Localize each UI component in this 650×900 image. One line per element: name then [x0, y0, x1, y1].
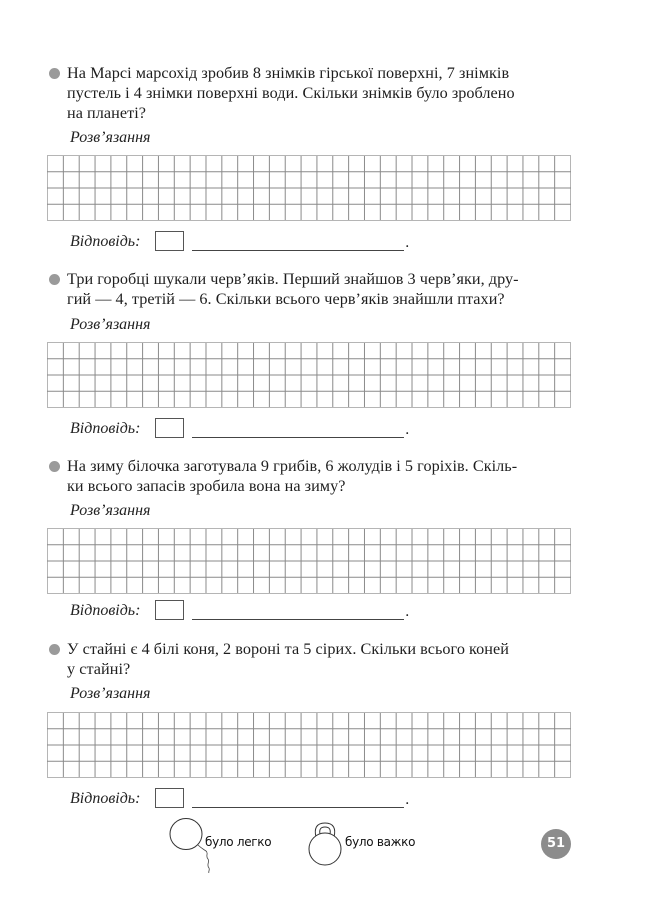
answer-text-line[interactable]	[192, 437, 404, 438]
answer-text-line[interactable]	[192, 807, 404, 808]
question-line: у стайні?	[67, 660, 131, 678]
question-line: пустель і 4 знімки поверхні води. Скільки знімків було зроблено	[67, 84, 515, 102]
answer-label: Відповідь:	[70, 602, 141, 619]
hard-label: було важко	[345, 835, 416, 849]
bullet-icon	[49, 274, 60, 285]
period: .	[405, 235, 410, 251]
period: .	[405, 792, 410, 808]
answer-text-line[interactable]	[192, 619, 404, 620]
solution-label: Розв’язання	[70, 316, 151, 333]
answer-number-box[interactable]	[155, 418, 184, 438]
page-number-badge: 51	[541, 829, 571, 859]
task-question	[67, 639, 572, 679]
kettlebell-icon	[305, 819, 345, 869]
question-line: на планеті?	[67, 104, 146, 122]
question-line: На Марсі марсохід зробив 8 знімків гірської поверхні, 7 знімків	[67, 64, 510, 82]
solution-label: Розв’язання	[70, 502, 151, 519]
answer-label: Відповідь:	[70, 790, 141, 807]
period: .	[405, 604, 410, 620]
solution-label: Розв’язання	[70, 129, 151, 146]
answer-number-box[interactable]	[155, 788, 184, 808]
question-line: ки всього запасів зробила вона на зиму?	[67, 477, 346, 495]
question-line: гий — 4, третій — 6. Скільки всього черв’яків знайшли птахи?	[67, 290, 505, 308]
question-line: Три горобці шукали черв’яків. Перший знайшов 3 черв’яки, дру-	[67, 270, 519, 288]
easy-label: було легко	[205, 835, 272, 849]
solution-grid[interactable]	[47, 528, 571, 594]
question-line: На зиму білочка заготувала 9 грибів, 6 жолудів і 5 горіхів. Скіль-	[67, 457, 518, 475]
answer-number-box[interactable]	[155, 231, 184, 251]
answer-label: Відповідь:	[70, 420, 141, 437]
solution-grid[interactable]	[47, 342, 571, 408]
solution-label: Розв’язання	[70, 685, 151, 702]
solution-grid[interactable]	[47, 712, 571, 778]
task-question	[67, 456, 572, 496]
answer-text-line[interactable]	[192, 250, 404, 251]
bullet-icon	[49, 644, 60, 655]
task-question	[67, 269, 572, 309]
answer-number-box[interactable]	[155, 600, 184, 620]
bullet-icon	[49, 68, 60, 79]
task-question	[67, 63, 572, 123]
answer-label: Відповідь:	[70, 233, 141, 250]
period: .	[405, 422, 410, 438]
solution-grid[interactable]	[47, 155, 571, 221]
question-line: У стайні є 4 білі коня, 2 вороні та 5 сірих. Скільки всього коней	[67, 640, 509, 658]
bullet-icon	[49, 461, 60, 472]
